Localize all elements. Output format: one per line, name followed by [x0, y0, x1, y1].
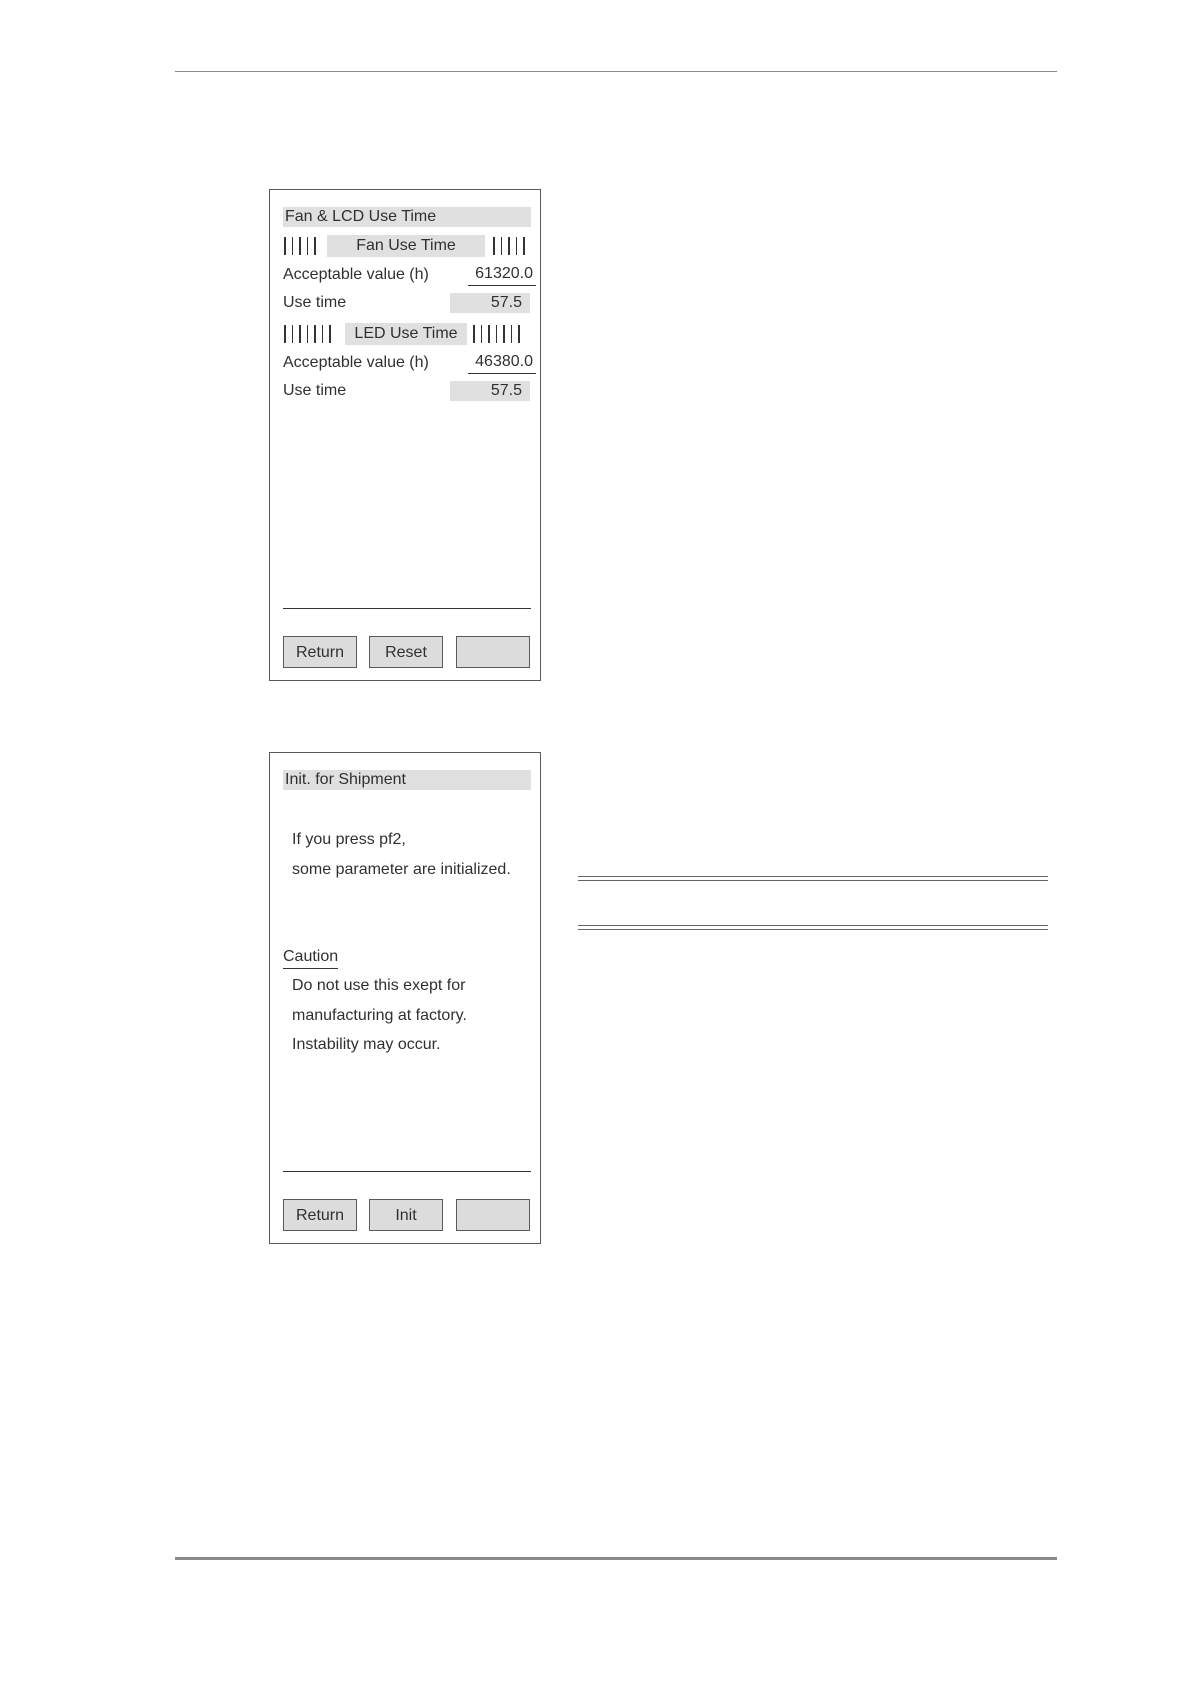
blank-function-button[interactable]: [456, 636, 530, 668]
fan-use-time-value: 57.5: [450, 293, 536, 313]
blank-function-button[interactable]: [456, 1199, 530, 1231]
button-divider: [283, 1171, 531, 1172]
led-use-time-value: 57.5: [450, 381, 536, 401]
button-divider: [283, 608, 531, 609]
init-for-shipment-screen: [269, 752, 541, 1244]
caution-heading: Caution: [283, 946, 338, 969]
caution-line-2: manufacturing at factory.: [292, 1007, 467, 1024]
caution-line-3: Instability may occur.: [292, 1036, 441, 1053]
screen-title: Fan & LCD Use Time: [283, 207, 531, 227]
fan-section-header: [283, 235, 533, 257]
message-line-1: If you press pf2,: [292, 831, 406, 848]
tick-marks-left: [284, 237, 316, 255]
fan-section-label: Fan Use Time: [327, 235, 485, 257]
header-rule: [175, 71, 1057, 72]
tick-marks-right: [493, 237, 525, 255]
reset-button[interactable]: Reset: [369, 636, 443, 668]
tick-marks-left: [284, 325, 331, 343]
note-rule-top: [578, 876, 1048, 881]
led-section-header: [283, 323, 533, 345]
fan-use-time-label: Use time: [283, 294, 347, 311]
init-button[interactable]: Init: [369, 1199, 443, 1231]
note-rule-bottom: [578, 925, 1048, 930]
fan-lcd-use-time-screen: [269, 189, 541, 681]
led-section-label: LED Use Time: [345, 323, 467, 345]
fan-acceptable-value[interactable]: 61320.0: [468, 263, 536, 286]
tick-marks-right: [473, 325, 520, 343]
caution-line-1: Do not use this exept for: [292, 977, 466, 994]
screen-title: Init. for Shipment: [283, 770, 531, 790]
fan-acceptable-label: Acceptable value (h): [283, 266, 429, 283]
led-acceptable-value[interactable]: 46380.0: [468, 351, 536, 374]
footer-rule: [175, 1557, 1057, 1560]
message-line-2: some parameter are initialized.: [292, 861, 511, 878]
return-button[interactable]: Return: [283, 1199, 357, 1231]
led-acceptable-label: Acceptable value (h): [283, 354, 429, 371]
led-use-time-label: Use time: [283, 382, 347, 399]
return-button[interactable]: Return: [283, 636, 357, 668]
